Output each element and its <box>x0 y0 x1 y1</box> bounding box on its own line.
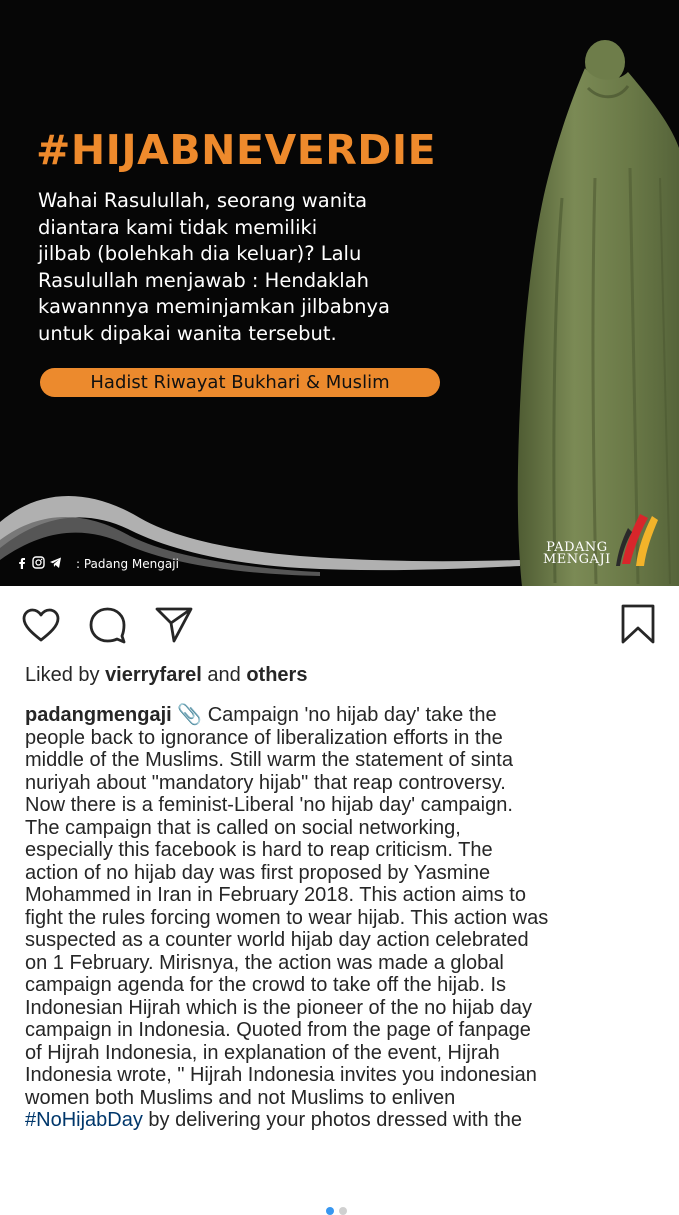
quote-line: kawannnya meminjamkan jilbabnya <box>38 295 390 318</box>
brand-line: MENGAJI <box>543 552 611 567</box>
hadith-quote <box>38 188 458 347</box>
telegram-icon <box>49 556 62 569</box>
post-action-bar <box>0 586 679 656</box>
likes-prefix: Liked by <box>25 664 100 686</box>
post-caption <box>25 704 665 1132</box>
instagram-icon <box>32 556 45 569</box>
share-icon[interactable] <box>154 606 194 644</box>
quote-line: diantara kami tidak memiliki <box>38 215 318 239</box>
caption-line: The campaign that is called on social networking, <box>25 816 461 839</box>
heart-icon[interactable] <box>22 608 60 642</box>
hadith-source-badge: Hadist Riwayat Bukhari & Muslim <box>40 368 440 397</box>
caption-line: especially this facebook is hard to reap criticism. The <box>25 839 493 861</box>
caption-line: middle of the Muslims. Still warm the statement of sinta <box>25 749 513 771</box>
quote-line: jilbab (bolehkah dia keluar)? Lalu <box>38 242 362 265</box>
caption-line: action of no hijab day was first proposed by Yasmine <box>25 861 491 884</box>
caption-line: campaign in Indonesia. Quoted from the page of fanpage <box>25 1019 531 1041</box>
caption-line: Indonesian Hijrah which is the pioneer of the no hijab day <box>25 996 532 1019</box>
caption-line <box>25 1109 665 1132</box>
hashtag-title: #HIJABNEVERDIE <box>36 126 437 174</box>
facebook-icon <box>15 556 28 569</box>
caption-line: nuriyah about "mandatory hijab" that reap controversy. <box>25 771 506 794</box>
caption-line: of Hijrah Indonesia, in explanation of the event, Hijrah <box>25 1041 500 1064</box>
caption-line: Mohammed in Iran in February 2018. This action aims to <box>25 884 526 906</box>
comment-icon[interactable] <box>88 606 126 644</box>
caption-text: Campaign 'no hijab day' take the <box>202 704 497 726</box>
likes-others-link[interactable]: others <box>246 664 308 686</box>
hashtag-link[interactable]: #NoHijabDay <box>25 1109 143 1131</box>
paperclip-icon: 📎 <box>177 704 203 726</box>
likes-connector: and <box>207 664 241 686</box>
carousel-indicator <box>326 1207 347 1215</box>
caption-line: people back to ignorance of liberalization efforts in the <box>25 726 503 749</box>
bookmark-icon[interactable] <box>620 604 656 644</box>
likes-summary <box>25 664 307 687</box>
caption-line: Indonesia wrote, " Hijrah Indonesia invites you indonesian <box>25 1064 537 1086</box>
caption-line: campaign agenda for the crowd to take off the hijab. Is <box>25 974 507 996</box>
hijab-figure-image <box>500 28 679 586</box>
brand-wordmark <box>543 542 611 566</box>
quote-line: untuk dipakai wanita tersebut. <box>38 321 337 345</box>
liker-username[interactable]: vierryfarel <box>105 664 202 686</box>
caption-line: on 1 February. Mirisnya, the action was made a global <box>25 951 504 974</box>
social-handle: : Padang Mengaji <box>76 557 179 571</box>
caption-username[interactable]: padangmengaji <box>25 704 172 726</box>
social-icons <box>15 556 62 569</box>
caption-line: fight the rules forcing women to wear hijab. This action was <box>25 906 549 929</box>
caption-line: women both Muslims and not Muslims to enliven <box>25 1086 456 1109</box>
carousel-dot <box>339 1207 347 1215</box>
caption-line <box>25 704 665 727</box>
post-image[interactable] <box>0 0 679 586</box>
quote-line: Wahai Rasulullah, seorang wanita <box>38 189 368 212</box>
brand-line: PADANG <box>546 540 608 555</box>
caption-line: Now there is a feminist-Liberal 'no hijab day' campaign. <box>25 794 513 816</box>
caption-text: by delivering your photos dressed with the <box>142 1109 522 1131</box>
carousel-dot-active <box>326 1207 334 1215</box>
caption-line: suspected as a counter world hijab day action celebrated <box>25 929 529 951</box>
quote-line: Rasulullah menjawab : Hendaklah <box>38 268 370 292</box>
